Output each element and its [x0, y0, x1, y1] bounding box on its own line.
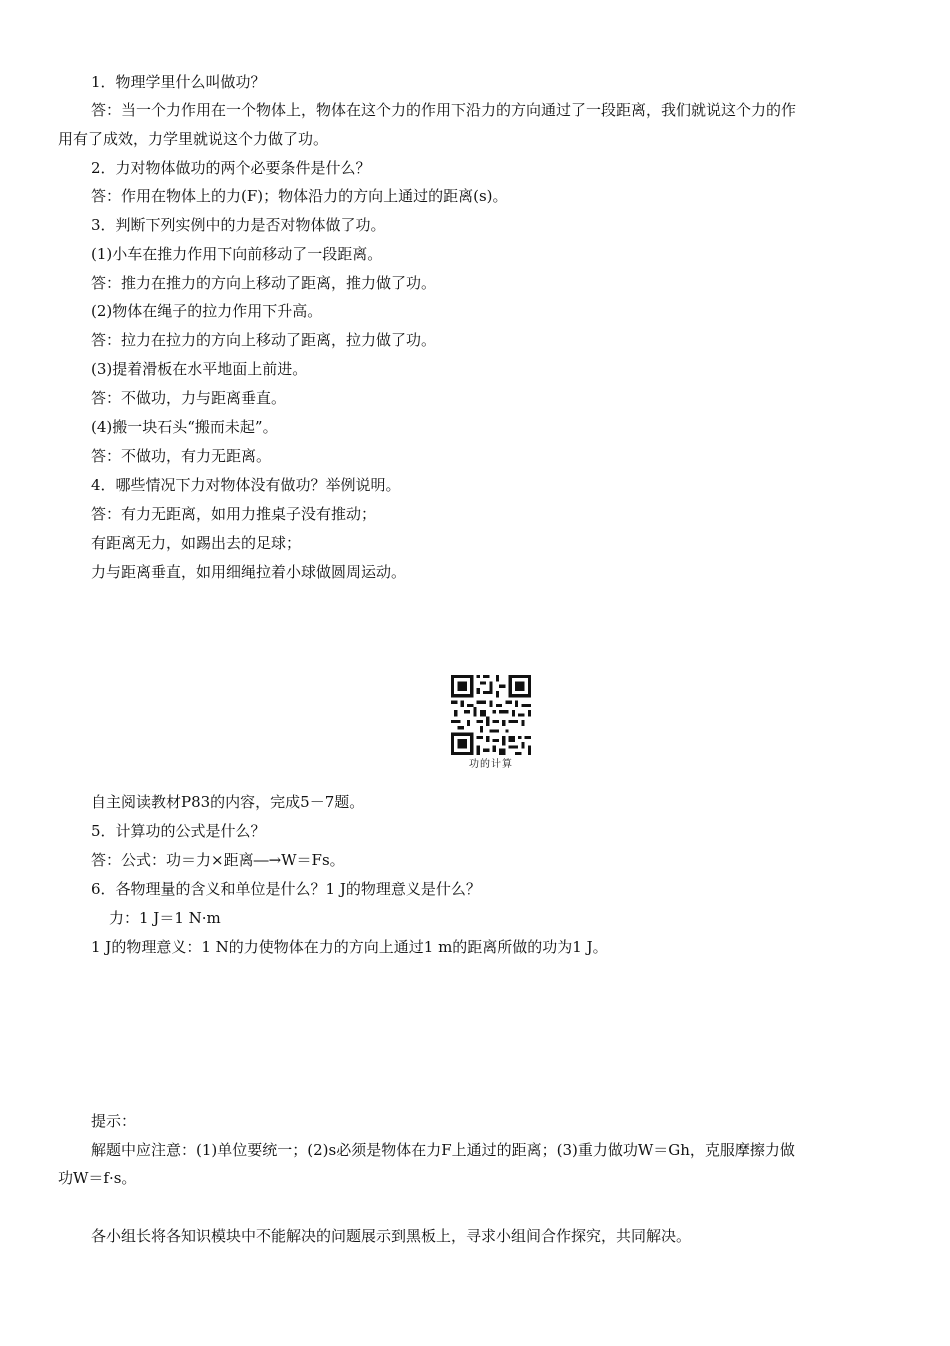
hint-line-1: 解题中应注意：(1)单位要统一；(2)s必须是物体在力F上通过的距离；(3)重力做功W＝Gh，克服摩擦力做: [91, 1141, 795, 1159]
q1-answer-line-2: 用有了成效，力学里就说这个力做了功。: [58, 130, 329, 148]
q6-meaning: 1 J的物理意义：1 N的力使物体在力的方向上通过1 m的距离所做的功为1 J。: [91, 938, 608, 956]
q3-answer-3: 答：不做功，力与距离垂直。: [91, 389, 287, 407]
q2-answer: 答：作用在物体上的力(F)；物体沿力的方向上通过的距离(s)。: [91, 187, 508, 205]
q5-answer: 答：公式：功＝力×距离―→W＝Fs。: [91, 851, 345, 869]
qr-caption: 功的计算: [469, 759, 513, 770]
q1-title: 1．物理学里什么叫做功？: [91, 73, 266, 91]
reading-instruction: 自主阅读教材P83的内容，完成5－7题。: [91, 793, 365, 811]
q3-case-1: (1)小车在推力作用下向前移动了一段距离。: [91, 245, 383, 263]
hint-line-2: 功W＝f·s。: [58, 1169, 137, 1187]
q6-unit-line: 力：1 J＝1 N·m: [109, 909, 221, 927]
q3-answer-1: 答：推力在推力的方向上移动了距离，推力做了功。: [91, 274, 437, 292]
q3-answer-2: 答：拉力在拉力的方向上移动了距离，拉力做了功。: [91, 331, 437, 349]
q3-case-3: (3)提着滑板在水平地面上前进。: [91, 360, 308, 378]
q2-title: 2．力对物体做功的两个必要条件是什么？: [91, 159, 371, 177]
q4-title: 4．哪些情况下力对物体没有做功？举例说明。: [91, 476, 401, 494]
q4-answer-line-2: 有距离无力，如踢出去的足球；: [91, 534, 302, 552]
q4-answer-line-1: 答：有力无距离，如用力推桌子没有推动；: [91, 505, 377, 523]
q3-title: 3．判断下列实例中的力是否对物体做了功。: [91, 216, 386, 234]
closing-note: 各小组长将各知识模块中不能解决的问题展示到黑板上，寻求小组间合作探究，共同解决。: [91, 1227, 692, 1245]
q6-title: 6．各物理量的含义和单位是什么？1 J的物理意义是什么？: [91, 880, 481, 898]
q1-answer-line-1: 答：当一个力作用在一个物体上，物体在这个力的作用下沿力的方向通过了一段距离，我们就说这个力的作: [91, 101, 797, 119]
hint-label: 提示：: [91, 1112, 137, 1130]
qr-code-icon[interactable]: [451, 675, 531, 755]
q3-answer-4: 答：不做功，有力无距离。: [91, 447, 272, 465]
q1-answer: [91, 100, 891, 120]
q3-case-2: (2)物体在绳子的拉力作用下升高。: [91, 302, 323, 320]
q4-answer-line-3: 力与距离垂直，如用细绳拉着小球做圆周运动。: [91, 563, 407, 581]
q3-case-4: (4)搬一块石头“搬而未起”。: [91, 418, 278, 436]
q5-title: 5．计算功的公式是什么？: [91, 822, 266, 840]
